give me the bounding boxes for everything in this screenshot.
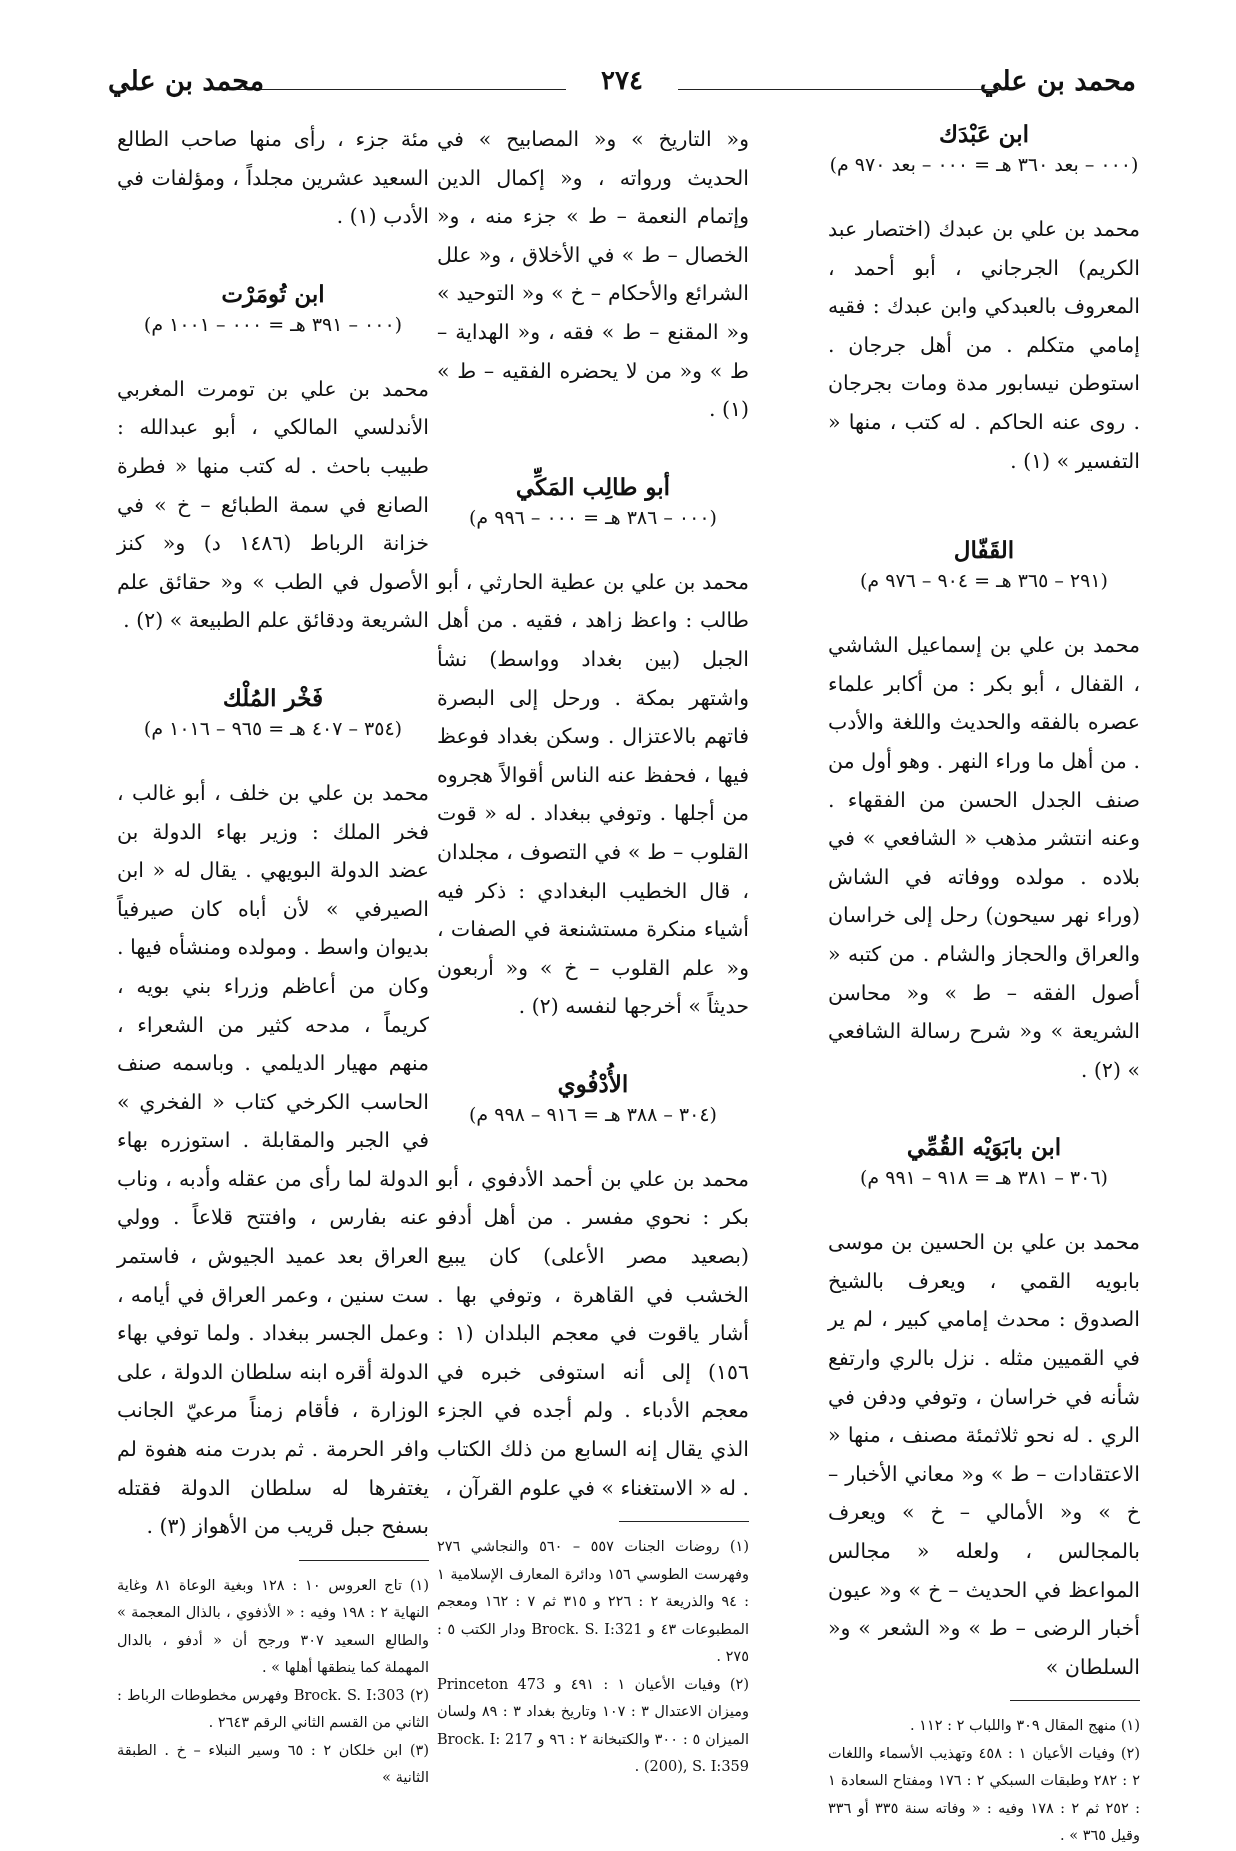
entry-title: ابن بابَوَيْه القُمِّي (906, 1134, 1062, 1162)
entry-text: محمد بن علي بن خلف ، أبو غالب ، فخر الملك : وزير بهاء الدولة بن عضد الدولة البويهي . يقال له « ابن الصيرفي » لأن أباه كان صيرفياً بديوان واسط . ومولده ومنشأه فيها . وكان من أعاظم وزراء بني بويه ، كريماً ، مدحه كثير من الشعراء ، منهم مهيار الديلمي . وباسمه صنف الحاسب الكرخي كتاب « الفخري » في الجبر والمقابلة . استوزره بهاء الدولة لما رأى من عقله وأدبه ، وناب عنه بفارس ، وافتتح قلاعاً . وولي العراق بعد عميد الجيوش ، فاستمر ست سنين ، وعمر العراق في أيامه ، وعمل الجسر ببغداد . ولما توفي بهاء الدولة أقره ابنه سلطان الدولة ، على الوزارة ، فأقام زمناً مرعيّ الجانب وافر الحرمة . ثم بدرت منه هفوة لم يغتفرها له سلطان الدولة فقتله بسفح جبل قريب من الأهواز (٣) . (117, 780, 429, 1539)
entry-text: محمد بن علي بن إسماعيل الشاشي ، القفال ، أبو بكر : من أكابر علماء عصره بالفقه والحديث واللغة والأدب . من أهل ما وراء النهر . وهو أول من صنف الجدل الحسن من الفقهاء . وعنه انتشر مذهب « الشافعي » في بلاده . مولده ووفاته في الشاش (وراء نهر سيحون) رحل إلى خراسان والعراق والحجاز والشام . من كتبه « أصول الفقه – ط » و« محاسن الشريعة » و« شرح رسالة الشافعي » (٢) . (828, 633, 1140, 1082)
entry-text: محمد بن علي بن الحسين بن موسى بابويه القمي ، ويعرف بالشيخ الصدوق : محدث إمامي كبير ، لم ير في القميين مثله . نزل بالري وارتفع شأنه في خراسان ، وتوفي ودفن في الري . له نحو ثلاثمئة مصنف ، منها « الاعتقادات – ط » و« معاني الأخبار – خ » و« الأمالي – خ » ويعرف بالمجالس ، ولعله « مجالس المواعظ في الحديث – خ » و« عيون أخبار الرضى – ط » و« الشعر » و« السلطان » (828, 1230, 1140, 1679)
footnote: (٢) Brock. S. I:303 وفهرس مخطوطات الرباط : الثاني من القسم الثاني الرقم ٢٦٤٣ . (117, 1687, 429, 1732)
entry-title: الأُدْفُوي (557, 1070, 629, 1098)
running-title-right: محمد بن علي (979, 66, 1136, 97)
entry-text: محمد بن علي بن عطية الحارثي ، أبو طالب : واعظ زاهد ، فقيه . من أهل الجبل (بين بغداد وواسط) نشأ واشتهر بمكة . ورحل إلى البصرة فاتهم بالاعتزال . وسكن بغداد فوعظ فيها ، فحفظ عنه الناس أقوالاً هجروه من أجلها . وتوفي ببغداد . له « قوت القلوب – ط » في التصوف ، مجلدان ، قال الخطيب البغدادي : ذكر فيه أشياء منكرة مستشنعة في الصفات ، و« علم القلوب – خ » و« أربعون حديثاً » أخرجها لنفسه (٢) . (437, 569, 749, 1019)
running-header (108, 66, 1136, 102)
column-left (117, 120, 429, 1793)
entry-title: أبو طالِب المَكِّي (515, 473, 671, 501)
continuation-text: مئة جزء ، رأى منها صاحب الطالع السعيد عشرين مجلداً ، ومؤلفات في الأدب (١) . (117, 127, 429, 229)
entry-dates: (٣٥٤ – ٤٠٧ هـ = ٩٦٥ – ١٠١٦ م) (143, 717, 403, 740)
footnote-rule (1010, 1700, 1140, 1701)
footnote: (١) تاج العروس ١٠ : ١٢٨ وبغية الوعاة ٨١ وغاية النهاية ٢ : ١٩٨ وفيه : « الأذفوي ، بالذال المعجمة » والطالع السعيد ٣٠٧ ورجح أن « أدفو ، بالدال المهملة كما ينطقها أهلها » . (117, 1577, 430, 1677)
footnote-rule (299, 1560, 429, 1561)
entry-dates: (٠٠٠ – ٣٨٦ هـ = ٠٠٠ – ٩٩٦ م) (469, 506, 717, 529)
footnote: (٢) وفيات الأعيان ١ : ٤٩١ و Princeton 473 وميزان الاعتدال ٣ : ١٠٧ وتاريخ بغداد ٣ : ٨٩ ولسان الميزان ٥ : ٣٠٠ والكتبخانة ٢ : ٩٦ و Brock. I: 217 (200), S. I:359 . (437, 1676, 750, 1776)
entry-title: ابن عَبْدَك (938, 121, 1029, 148)
continuation-text: و« التاريخ » و« المصابيح » في الحديث ورواته ، و« إكمال الدين وإتمام النعمة – ط » جزء منه ، و« الخصال – ط » في الأخلاق ، و« علل الشرائع والأحكام – خ » و« التوحيد » و« المقنع – ط » فقه ، و« الهداية – ط » و« من لا يحضره الفقيه – ط » (١) . (437, 127, 749, 422)
header-rule-right (678, 89, 1008, 90)
column-right (828, 120, 1140, 1851)
entry-title: ابن تُومَرْت (221, 280, 325, 308)
entry-dates: (٠٠٠ – ٣٩١ هـ = ٠٠٠ – ١٠٠١ م) (143, 313, 403, 336)
footnote: (١) منهج المقال ٣٠٩ واللباب ٢ : ١١٢ . (909, 1718, 1140, 1735)
column-middle (437, 120, 749, 1782)
entry-text: محمد بن علي بن عبدك (اختصار عبد الكريم) الجرجاني ، أبو أحمد ، المعروف بالعبدكي وابن عبدك : فقيه إمامي متكلم . من أهل جرجان . استوطن نيسابور مدة ومات بجرجان . روى عنه الحاكم . له كتب ، منها « التفسير » (١) . (828, 217, 1140, 473)
footnote: (٢) وفيات الأعيان ١ : ٤٥٨ وتهذيب الأسماء واللغات ٢ : ٢٨٢ وطبقات السبكي ٢ : ١٧٦ ومفتاح السعادة ١ : ٢٥٢ ثم ٢ : ١٧٨ وفيه : « وفاته سنة ٣٣٥ أو ٣٣٦ وقيل ٣٦٥ » . (828, 1745, 1141, 1845)
page-number: ٢٧٤ (593, 66, 651, 96)
entry-text: محمد بن علي بن تومرت المغربي الأندلسي المالكي ، أبو عبدالله : طبيب باحث . له كتب منها « فطرة الصانع في سمة الطبائع – خ » في خزانة الرباط (١٤٨٦ د) و« كنز الأصول في الطب » و« حقائق علم الشريعة ودقائق علم الطبيعة » (٢) . (117, 376, 429, 633)
footnote: (١) روضات الجنات ٥٥٧ – ٥٦٠ والنجاشي ٢٧٦ وفهرست الطوسي ١٥٦ ودائرة المعارف الإسلامية ١ : ٩٤ والذريعة ٢ : ٢٢٦ و ٣١٥ ثم ٧ : ١٦٢ ومعجم المطبوعات ٤٣ و Brock. S. I:321 ودار الكتب ٥ : ٢٧٥ . (437, 1539, 750, 1666)
entry-text: محمد بن علي بن أحمد الأدفوي ، أبو بكر : نحوي مفسر . من أهل أدفو (بصعيد مصر الأعلى) كان يبيع الخشب في القاهرة ، وتوفي بها . أشار ياقوت في معجم البلدان (١ : ١٥٦) إلى أنه استوفى خبره في معجم الأدباء . ولم أجده في الجزء الذي يقال إنه السابع من ذلك الكتاب . له « الاستغناء » في علوم القرآن ، (437, 1166, 749, 1500)
footnote: (٣) ابن خلكان ٢ : ٦٥ وسير النبلاء – خ . الطبقة الثانية » (117, 1742, 429, 1787)
footnote-rule (619, 1521, 749, 1522)
entry-dates: (٠٠٠ – بعد ٣٦٠ هـ = ٠٠٠ – بعد ٩٧٠ م) (829, 154, 1139, 176)
entry-title: فَخْر المُلْك (222, 684, 324, 712)
entry-dates: (٣٠٤ – ٣٨٨ هـ = ٩١٦ – ٩٩٨ م) (469, 1103, 717, 1126)
entry-dates: (٣٠٦ – ٣٨١ هـ = ٩١٨ – ٩٩١ م) (860, 1167, 1108, 1190)
entry-dates: (٢٩١ – ٣٦٥ هـ = ٩٠٤ – ٩٧٦ م) (860, 570, 1108, 593)
header-rule-left (236, 89, 566, 90)
running-title-left: محمد بن علي (108, 66, 265, 97)
entry-title: القَفّال (953, 537, 1015, 565)
